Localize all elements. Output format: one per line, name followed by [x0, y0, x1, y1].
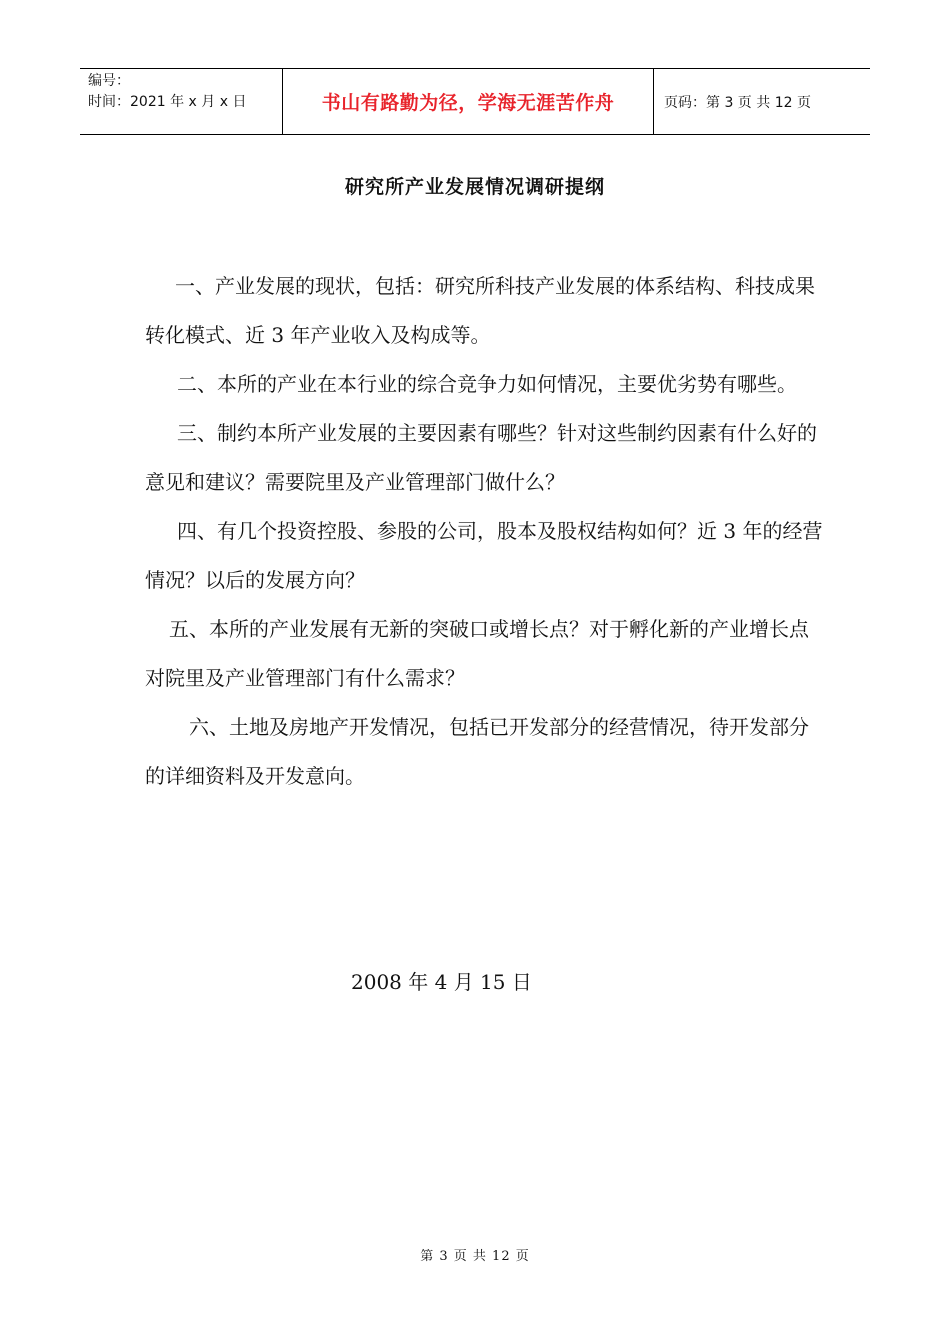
- motto-text: 书山有路勤为径，学海无涯苦作舟: [321, 92, 615, 114]
- paragraph-4: 四、有几个投资控股、参股的公司，股本及股权结构如何？近 3 年的经营情况？以后的发展方向？: [145, 519, 823, 592]
- paragraph-5: 五、本所的产业发展有无新的突破口或增长点？对于孵化新的产业增长点对院里及产业管理部门有什么需求？: [145, 617, 809, 690]
- document-body: [145, 262, 825, 801]
- paragraph-6: 六、土地及房地产开发情况，包括已开发部分的经营情况，待开发部分的详细资料及开发意向。: [145, 715, 809, 788]
- page-footer: 第 3 页 共 12 页: [420, 1249, 530, 1264]
- paragraph-1: 一、产业发展的现状，包括：研究所科技产业发展的体系结构、科技成果转化模式、近 3 年产业收入及构成等。: [145, 274, 815, 347]
- time-label: 时间：2021 年 x 月 x 日: [88, 94, 247, 110]
- paragraph-2: 二、本所的产业在本行业的综合竞争力如何情况，主要优劣势有哪些。: [177, 372, 797, 396]
- number-label: 编号：: [88, 73, 130, 89]
- header-motto: [282, 69, 654, 134]
- page-header: [80, 68, 870, 135]
- document-date: 2008 年 4 月 15 日: [351, 970, 532, 994]
- header-meta: [80, 69, 282, 134]
- page-info-text: 页码：第 3 页 共 12 页: [664, 94, 811, 111]
- header-page-info: [654, 69, 870, 134]
- paragraph-3: 三、制约本所产业发展的主要因素有哪些？针对这些制约因素有什么好的意见和建议？需要院里及产业管理部门做什么？: [145, 421, 817, 494]
- document-title: 研究所产业发展情况调研提纲: [344, 176, 605, 198]
